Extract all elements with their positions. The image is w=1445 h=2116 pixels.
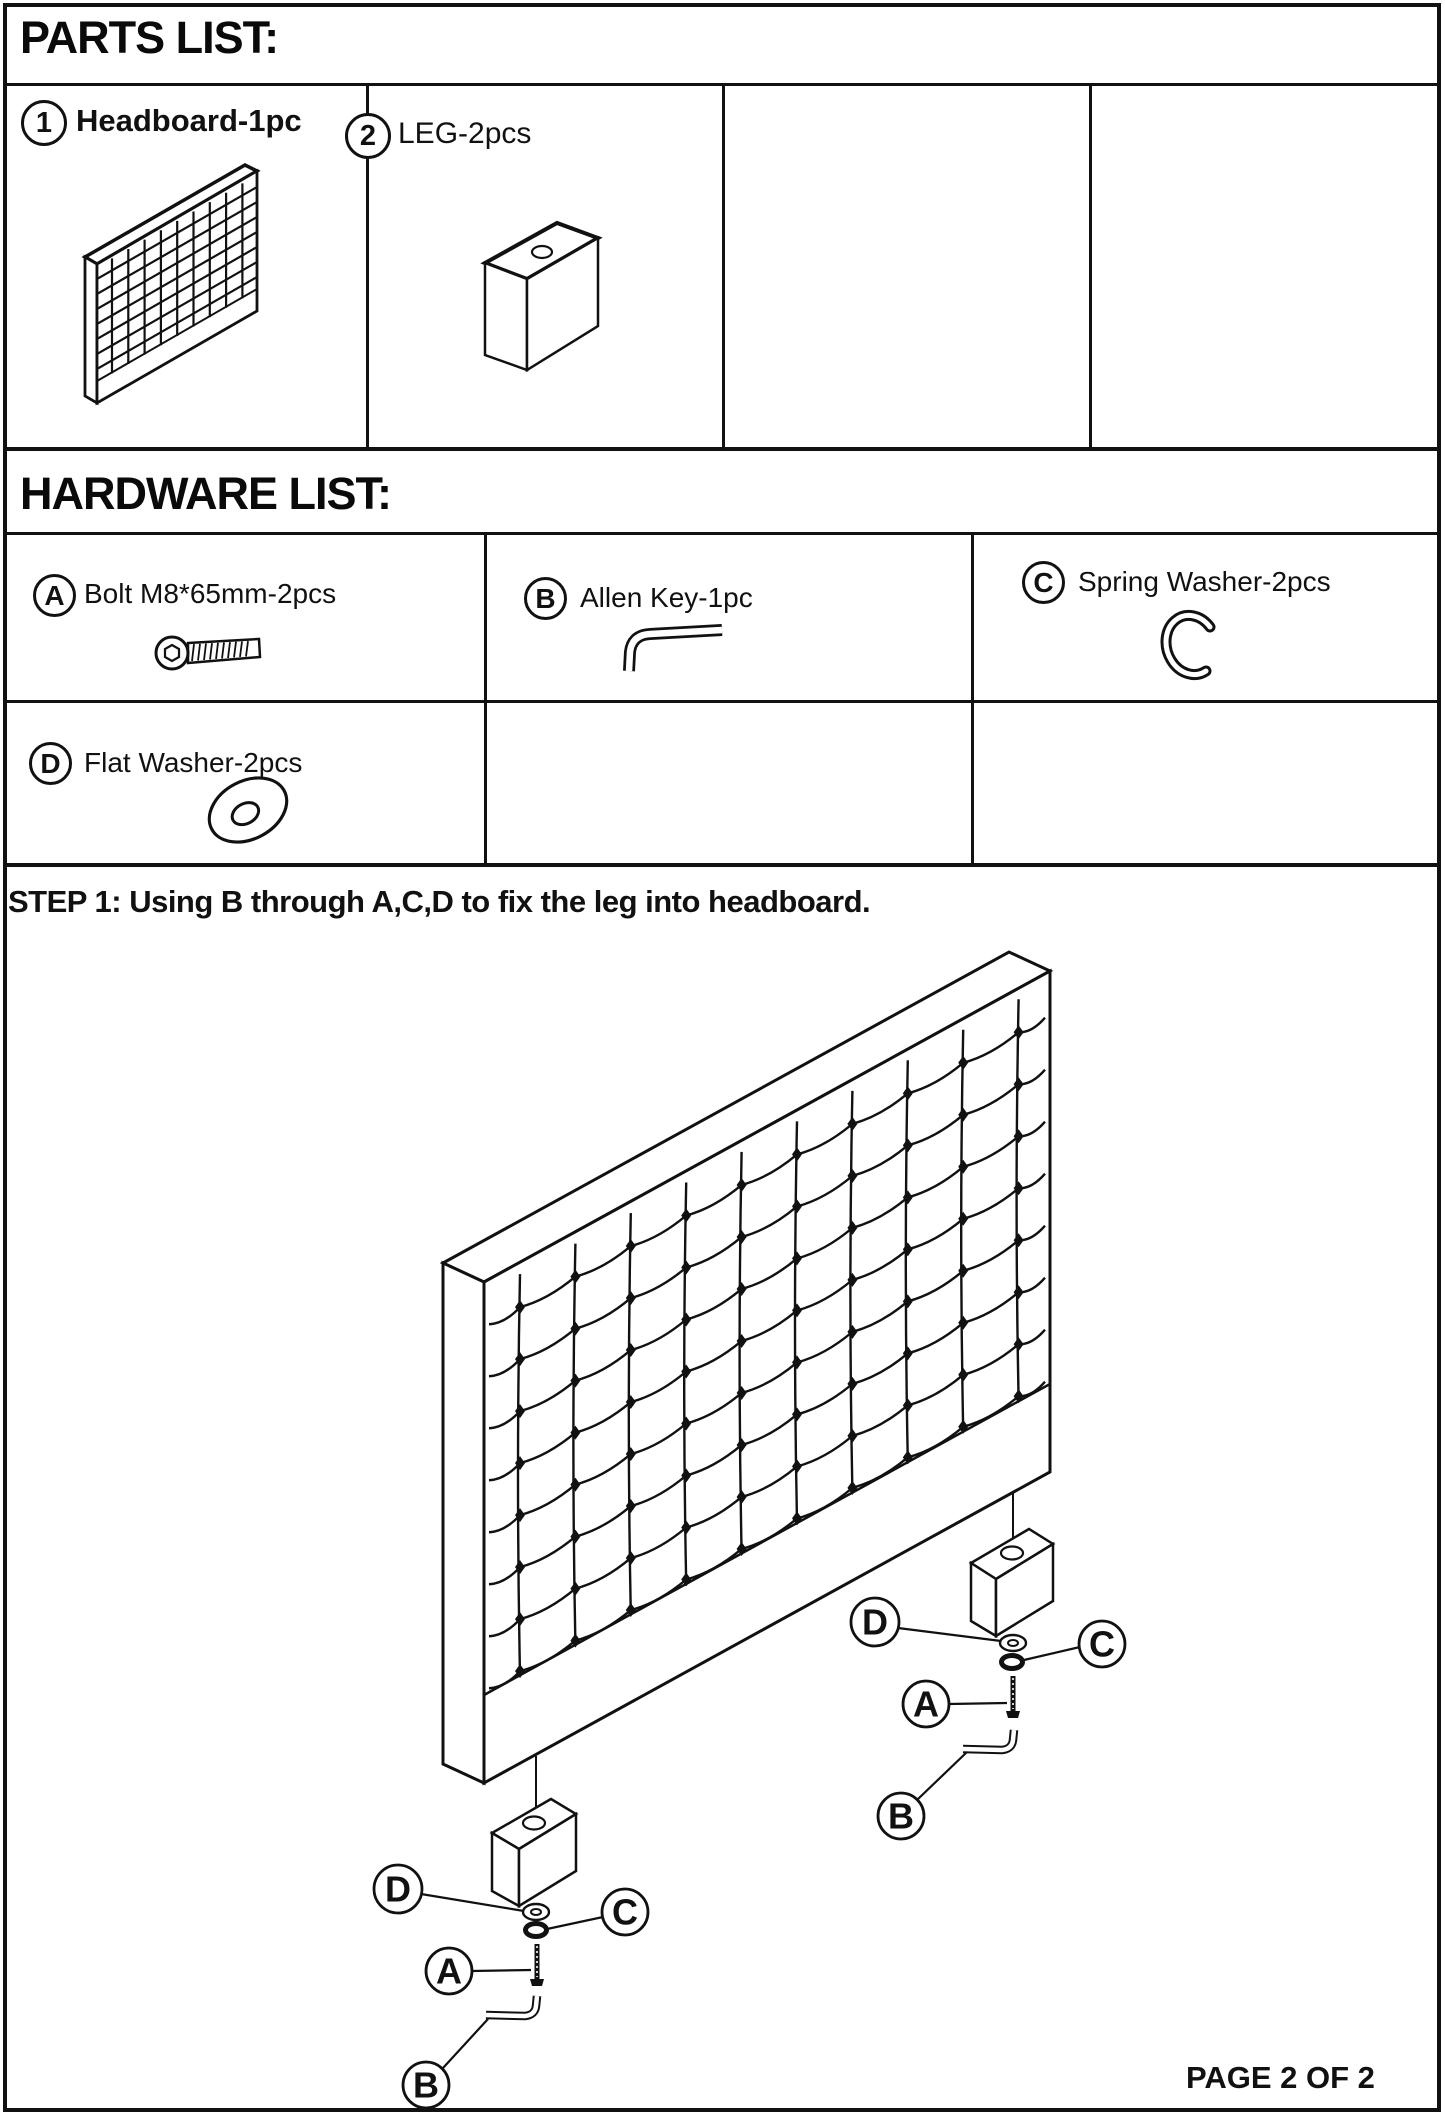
hardware-letter-badge-d bbox=[29, 742, 72, 785]
svg-text:B: B bbox=[413, 2064, 439, 2106]
svg-text:A: A bbox=[436, 1950, 462, 1992]
hardware-letter-b: B bbox=[535, 582, 556, 614]
rule-below-hardware-table bbox=[3, 863, 1441, 867]
parts-column-divider-2 bbox=[722, 83, 725, 451]
hardware-list-title: HARDWARE LIST: bbox=[20, 468, 391, 519]
page-number: PAGE 2 OF 2 bbox=[1186, 2060, 1375, 2095]
hardware-letter-badge-a bbox=[33, 574, 76, 617]
hardware-letter-c: C bbox=[1033, 566, 1054, 598]
hardware-letter-a: A bbox=[44, 579, 65, 611]
step-instruction: STEP 1: Using B through A,C,D to fix the leg into headboard. bbox=[8, 884, 871, 919]
part-number-2: 2 bbox=[359, 119, 377, 152]
hardware-letter-badge-b bbox=[524, 577, 567, 620]
parts-column-divider-3 bbox=[1089, 83, 1092, 451]
part-number-badge-2 bbox=[345, 113, 391, 159]
parts-list-title: PARTS LIST: bbox=[20, 12, 279, 63]
rule-between-hardware-rows bbox=[3, 700, 1441, 703]
part-number-1: 1 bbox=[35, 106, 53, 139]
svg-text:C: C bbox=[1089, 1623, 1115, 1665]
hardware-label-spring-washer: Spring Washer-2pcs bbox=[1078, 566, 1331, 597]
part-label-headboard: Headboard-1pc bbox=[76, 103, 302, 138]
hardware-column-divider-2 bbox=[971, 532, 974, 867]
svg-text:B: B bbox=[888, 1795, 914, 1837]
hardware-label-bolt: Bolt M8*65mm-2pcs bbox=[84, 578, 337, 609]
hardware-column-divider-1 bbox=[484, 532, 487, 867]
svg-text:D: D bbox=[385, 1868, 411, 1910]
part-number-badge-1 bbox=[21, 100, 67, 146]
svg-text:A: A bbox=[913, 1683, 939, 1725]
rule-below-hardware-title bbox=[3, 532, 1441, 535]
part-label-leg: LEG-2pcs bbox=[398, 117, 532, 150]
hardware-label-allen-key: Allen Key-1pc bbox=[580, 582, 753, 613]
hardware-letter-badge-c bbox=[1022, 561, 1065, 604]
svg-text:C: C bbox=[612, 1891, 638, 1933]
hardware-letter-d: D bbox=[40, 747, 61, 779]
hardware-label-flat-washer: Flat Washer-2pcs bbox=[84, 747, 303, 778]
svg-text:D: D bbox=[862, 1601, 888, 1643]
